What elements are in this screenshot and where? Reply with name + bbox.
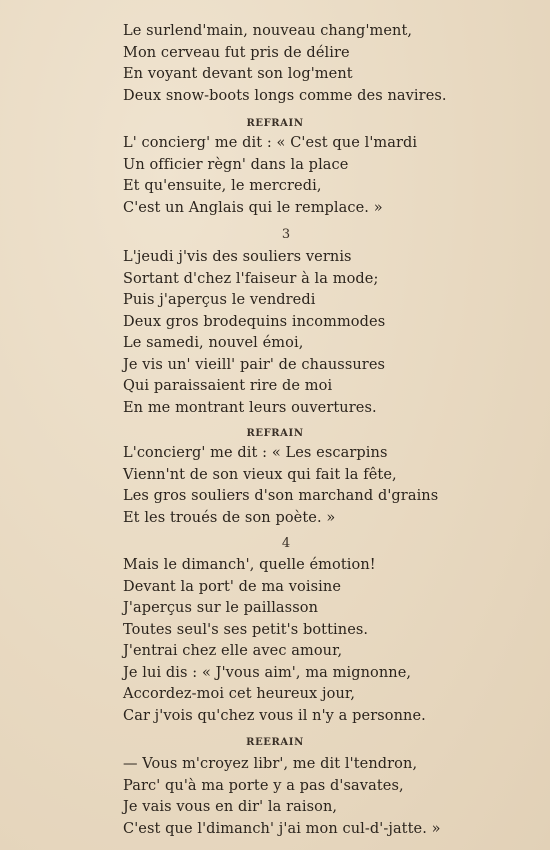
verse-line: En me montrant leurs ouvertures. [123, 399, 377, 416]
stanza-top [123, 21, 447, 107]
verse-line: L'jeudi j'vis des souliers vernis [123, 249, 352, 265]
refrain-heading: REERAIN [246, 737, 304, 748]
verse-line: Parc' qu'à ma porte y a pas d'savates, [123, 777, 404, 794]
stanza-number: 3 [281, 227, 291, 242]
stanza-4 [123, 555, 426, 727]
verse-line: C'est un Anglais qui le remplace. » [123, 199, 383, 216]
verse-line: Puis j'aperçus le vendredi [123, 292, 316, 308]
verse-line: Le samedi, nouvel émoi, [123, 335, 304, 351]
verse-line: L' concierg' me dit : « C'est que l'mardi [123, 135, 418, 151]
verse-line: C'est que l'dimanch' j'ai mon cul-d'-jatte. » [123, 820, 441, 837]
verse-line: Devant la port' de ma voisine [123, 578, 342, 595]
verse-line: Et qu'ensuite, le mercredi, [123, 178, 322, 194]
verse-line: Deux snow-boots longs comme des navires. [123, 87, 447, 104]
refrain-heading: REFRAIN [246, 428, 304, 439]
verse-line: Les gros souliers d'son marchand d'grains [123, 488, 439, 504]
verse-line: Et les troués de son poète. » [123, 509, 336, 526]
verse-line: Qui paraissaient rire de moi [123, 378, 333, 394]
refrain-3 [123, 754, 441, 840]
verse-line: Car j'vois qu'chez vous il n'y a personne. [123, 707, 426, 724]
verse-line: Deux gros brodequins incommodes [123, 313, 386, 330]
verse-line: L'concierg' me dit : « Les escarpins [123, 445, 388, 461]
verse-line: Un officier règn' dans la place [123, 156, 349, 173]
verse-line: En voyant devant son log'ment [123, 66, 353, 82]
stanza-number: 4 [281, 536, 291, 551]
verse-line: J'aperçus sur le paillasson [123, 600, 319, 616]
verse-line: Je lui dis : « J'vous aim', ma mignonne, [123, 664, 412, 681]
verse-line: Mon cerveau fut pris de délire [123, 44, 350, 61]
verse-line: — Vous m'croyez libr', me dit l'tendron, [123, 756, 418, 772]
verse-line: Mais le dimanch', quelle émotion! [123, 557, 376, 573]
refrain-1 [123, 133, 417, 219]
verse-line: Je vais vous en dir' la raison, [123, 799, 338, 815]
refrain-heading: REFRAIN [246, 118, 304, 129]
verse-line: J'entrai chez elle avec amour, [123, 643, 343, 659]
refrain-2 [123, 443, 438, 529]
verse-line: Je vis un' vieill' pair' de chaussures [123, 356, 386, 373]
stanza-3 [123, 247, 385, 419]
verse-line: Vienn'nt de son vieux qui fait la fête, [123, 466, 397, 483]
verse-line: Le surlend'main, nouveau chang'ment, [123, 23, 413, 39]
verse-line: Toutes seul's ses petit's bottines. [123, 621, 369, 638]
verse-line: Accordez-moi cet heureux jour, [123, 686, 356, 702]
verse-line: Sortant d'chez l'faiseur à la mode; [123, 270, 379, 287]
